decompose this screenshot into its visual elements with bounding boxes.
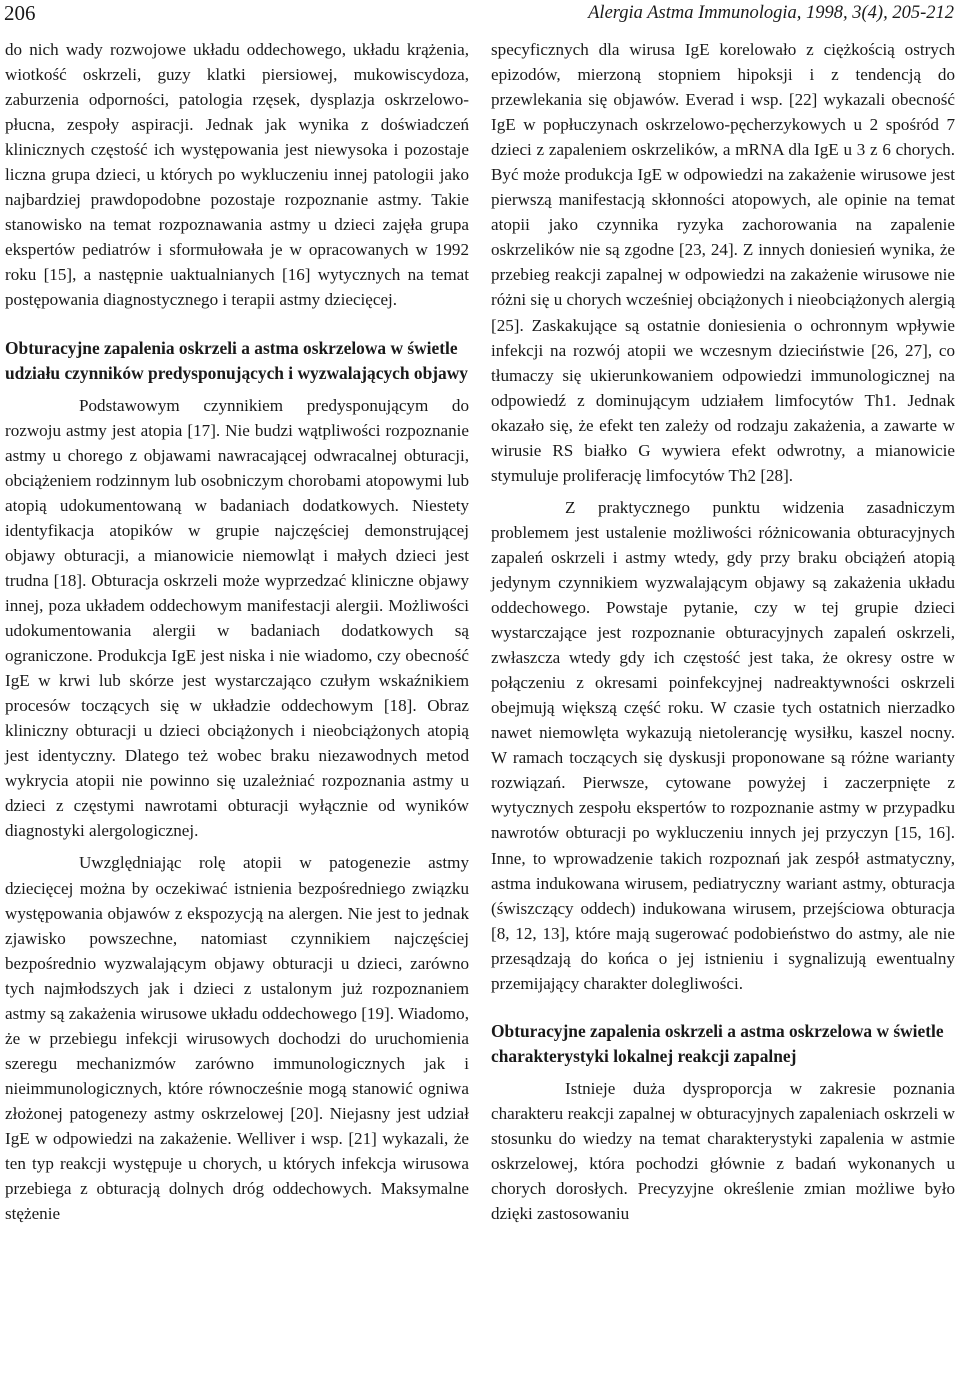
section-heading: Obturacyjne zapalenia oskrzeli a astma oskrzelowa w świetle charakterystyki lokalnej reakcji zapalnej	[491, 1020, 944, 1066]
left-column	[5, 37, 469, 1226]
journal-citation: Alergia Astma Immunologia, 1998, 3(4), 205-212	[588, 3, 954, 23]
page-number: 206	[4, 1, 36, 25]
paragraph: Podstawowym czynnikiem predysponującym do rozwoju astmy jest atopia [17]. Nie budzi wątpliwości rozpoznanie astmy u chorego z objawami nawracającej odwracalnej obturacji, obciążeniem rodzinnym lub osobniczym chorobami atopowymi lub atopią udokumentowaną w badaniach dodatkowych. Niestety identyfikacja atopików w grupie najczęściej demonstrującej objawy obturacji, a mianowicie niemowląt i małych dzieci jest trudna [18]. Obturacja oskrzeli może wyprzedzać kliniczne objawy innej, poza układem oddechowym manifestacji alergii. Możliwości udokumentowania alergii w badaniach dodatkowych są ograniczone. Produkcja IgE jest niska i nie wiadomo, czy obecność IgE w krwi lub skórze jest wystarczająco czułym wskaźnikiem procesów toczących się w układzie oddechowym [18]. Obraz kliniczny obturacji u dzieci obciążonych i nieobciążonych atopią jest identyczny. Dlatego też wobec braku niezawodnych metod wykrycia atopii nie powinno się uzależniać rozpoznania astmy u dzieci z częstymi nawrotami obturacji wyłącznie od wyników diagnostyki alergologicznej.	[5, 395, 469, 841]
paragraph: Z praktycznego punktu widzenia zasadniczym problemem jest ustalenie możliwości różnicowania obturacyjnych zapaleń oskrzeli i astmy wtedy, gdy przy braku obciążeń atopią jedynym czynnikiem wyzwalającym objawy są zakażenia układu oddechowego. Powstaje pytanie, czy w tej grupie dzieci wystarczające jest rozpoznanie obturacyjnych zapaleń oskrzeli, zwłaszcza wtedy gdy ich częstość jest taka, że okresy ostre w połączeniu z okresami poinfekcyjnej nadreaktywności oskrzeli obejmują większą część roku. W czasie tych ostatnich nierzadko nawet niemowlęta wykazują nietolerancję wysiłku, kaszel nocny. W ramach toczących się dyskusji proponowane są różne warianty rozwiązań. Pierwsze, cytowane powyżej i zaczerpnięte z wytycznych zespołu ekspertów to rozpoznanie astmy w przypadku nawrotów obturacji po wykluczeniu innych jej przyczyn [15, 16]. Inne, to wprowadzenie takich rozpoznań jak zespół astmatyczny, astma indukowana wirusem, pediatryczny wariant astmy, obturacja (świszczący oddech) indukowana wirusem, przejściowa obturacja [8, 12, 13], które mają sugerować podobieństwo do astmy, ale nie przesądzają do końca o jej istnieniu i sygnalizują ewentualny przemijający charakter dolegliwości.	[491, 497, 955, 993]
paragraph: specyficznych dla wirusa IgE korelowało z ciężkością ostrych epizodów, mierzoną stopniem hipoksji i z tendencją do przewlekania się objawów. Everad i wsp. [22] wykazali obecność IgE w popłuczynach oskrzelowo-pęcherzykowych u 2 spośród 7 dzieci z zapaleniem oskrzelików, a mRNA dla IgE u 3 z 6 chorych. Być może produkcja IgE w odpowiedzi na zakażenie wirusowe jest pierwszą manifestacją skłonności atopowych, ale opinie na temat atopii jako czynnika ryzyka zachorowania na zapalenie oskrzelików nie są zgodne [23, 24]. Z innych doniesień wynika, że przebieg reakcji zapalnej w odpowiedzi na zakażenie wirusowe nie różni się u chorych wcześniej obciążonych i nieobciążonych alergią [25]. Zaskakujące są ostatnie doniesienia o ochronnym wpływie infekcji na rozwój atopii we wczesnym dzieciństwie [26, 27], co tłumaczy się ukierunkowaniem odpowiedzi immunologicznej na odpowiedź z dominującym udziałem limfocytów Th1. Jednak okazało się, że efekt ten zależy od rodzaju zakażenia, a zawarte w wirusie RS białko G wywiera efekt odwrotny, a mianowicie stymuluje proliferację limfocytów Th2 [28].	[491, 40, 955, 485]
paragraph: do nich wady rozwojowe układu oddechowego, układu krążenia, wiotkość oskrzeli, guzy klatki piersiowej, mukowiscydoza, zaburzenia odporności, patologia rzęsek, dysplazja oskrzelowo-płucna, zespoły aspiracji. Jednak jak wynika z doświadczeń klinicznych częstość ich występowania jest niewysoka i pozostaje liczna grupa dzieci, u których po wykluczeniu innej patologii jako najbardziej prawdopodobne pozostaje rozpoznanie astmy. Takie stanowisko na temat rozpoznawania astmy u dzieci zajęła grupa ekspertów pediatrów i sformułowała je w opracowanych w 1992 roku [15], a następnie uaktualnianych [16] wytycznych na temat postępowania diagnostycznego i terapii astmy dziecięcej.	[5, 40, 469, 310]
paragraph: Istnieje duża dysproporcja w zakresie poznania charakteru reakcji zapalnej w obturacyjnych zapaleniach oskrzeli w stosunku do wiedzy na temat charakterystyki zapalenia w astmie oskrzelowej, która pochodzi głównie z badań wykonanych u chorych dorosłych. Precyzyjne określenie zmian możliwe było dzięki zastosowaniu	[491, 1078, 955, 1224]
paragraph: Uwzględniając rolę atopii w patogenezie astmy dziecięcej można by oczekiwać istnienia bezpośredniego związku występowania objawów z ekspozycją na alergen. Nie jest to jednak zjawisko powszechne, natomiast czynnikiem najczęściej bezpośrednio wyzwalającym objawy obturacji u dzieci, zarówno tych najmłodszych jak i dzieci z ustalonym już rozpoznaniem astmy są zakażenia wirusowe układu oddechowego [19]. Wiadomo, że w przebiegu infekcji wirusowych dochodzi do uruchomienia szeregu mechanizmów zarówno immunologicznych jak i nieimmunologicznych, które równocześnie mogą stanowić ogniwa złożonej patogenezy astmy oskrzelowej [20]. Niejasny jest udział IgE w odpowiedzi na zakażenie. Welliver i wsp. [21] wykazali, że ten typ reakcji występuje u chorych, u których infekcja wirusowa przebiega z obturacją dolnych dróg oddechowych. Maksymalne stężenie	[5, 853, 469, 1224]
page-header	[0, 0, 960, 30]
right-column	[491, 37, 955, 1226]
section-heading: Obturacyjne zapalenia oskrzeli a astma oskrzelowa w świetle udziału czynników predysponujących i wyzwalających objawy	[5, 337, 468, 383]
